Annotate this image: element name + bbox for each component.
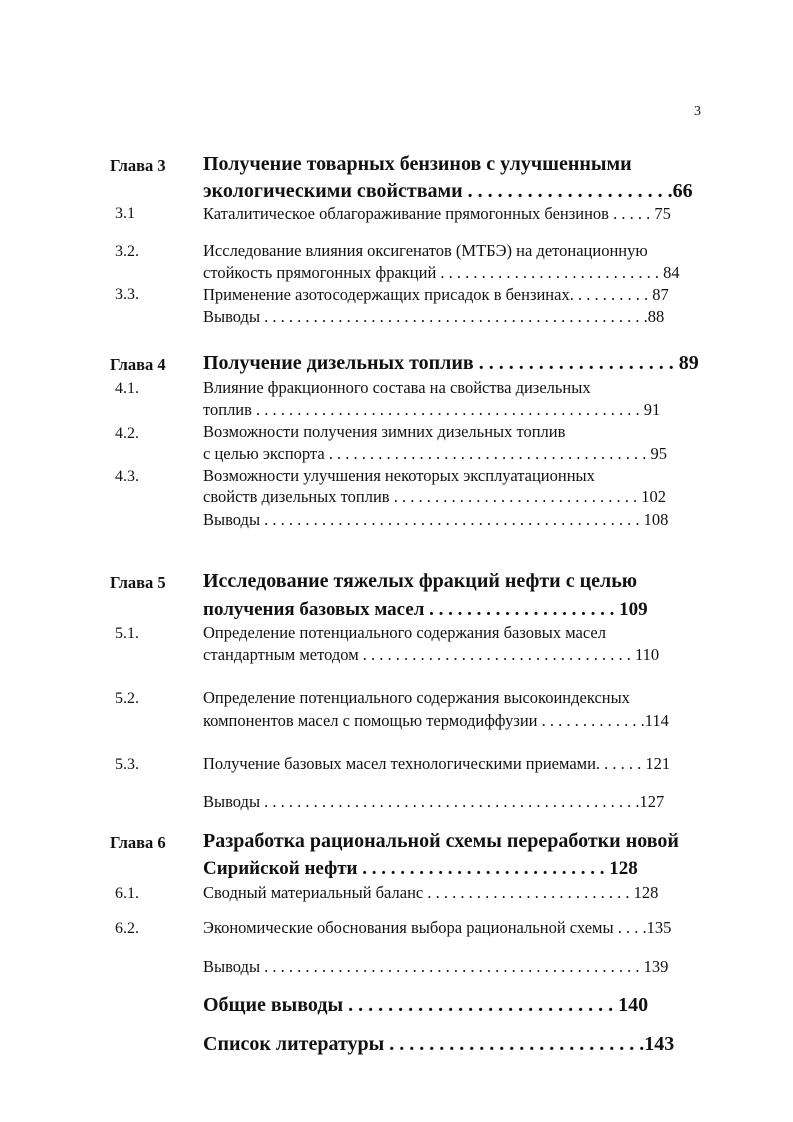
section-6-2-number: 6.2. bbox=[115, 920, 139, 937]
section-5-1-title-cont: стандартным методом . . . . . . . . . . . . . . . . . . . . . . . . . . . . . . . . . 110 bbox=[203, 645, 660, 664]
section-3-1-number: 3.1 bbox=[115, 205, 135, 222]
chapter-5-title-cont: получения базовых масел . . . . . . . . . . . . . . . . . . . . 109 bbox=[203, 599, 648, 620]
section-5-3-number: 5.3. bbox=[115, 756, 139, 773]
section-3-1-title: Каталитическое облагораживание прямогонных бензинов . . . . . 75 bbox=[203, 204, 671, 223]
section-4-2-title: Возможности получения зимних дизельных топлив bbox=[203, 422, 566, 441]
section-4-1-title: Влияние фракционного состава на свойства дизельных bbox=[203, 378, 591, 397]
section-4-3-number: 4.3. bbox=[115, 468, 139, 485]
chapter-6-conclusions: Выводы . . . . . . . . . . . . . . . . . . . . . . . . . . . . . . . . . . . . . . . . . . . . . . 139 bbox=[203, 957, 669, 976]
references: Список литературы . . . . . . . . . . . . . . . . . . . . . . . . . .143 bbox=[203, 1033, 675, 1055]
chapter-4-number: Глава 4 bbox=[110, 355, 166, 374]
section-4-2-title-cont: с целью экспорта . . . . . . . . . . . . . . . . . . . . . . . . . . . . . . . . . . . . . . . 95 bbox=[203, 444, 668, 463]
chapter-3-title-cont: экологическими свойствами . . . . . . . . . . . . . . . . . . . . .66 bbox=[203, 180, 693, 202]
page-number: 3 bbox=[694, 104, 701, 119]
section-3-3-title: Применение азотосодержащих присадок в бензинах. . . . . . . . . . 87 bbox=[203, 285, 669, 304]
section-5-2-title: Определение потенциального содержания высокоиндексных bbox=[203, 688, 630, 707]
section-5-1-number: 5.1. bbox=[115, 625, 139, 642]
section-6-1-title: Сводный материальный баланс . . . . . . . . . . . . . . . . . . . . . . . . . 128 bbox=[203, 883, 659, 902]
chapter-6-number: Глава 6 bbox=[110, 833, 166, 852]
chapter-4-title: Получение дизельных топлив . . . . . . . . . . . . . . . . . . . . 89 bbox=[203, 352, 699, 374]
chapter-5-conclusions: Выводы . . . . . . . . . . . . . . . . . . . . . . . . . . . . . . . . . . . . . . . . . . . . . .127 bbox=[203, 792, 665, 811]
section-4-2-number: 4.2. bbox=[115, 425, 139, 442]
chapter-5-number: Глава 5 bbox=[110, 573, 166, 592]
section-3-2-title: Исследование влияния оксигенатов (МТБЭ) на детонационную bbox=[203, 241, 648, 260]
general-conclusions: Общие выводы . . . . . . . . . . . . . . . . . . . . . . . . . . . 140 bbox=[203, 994, 649, 1016]
section-4-3-title: Возможности улучшения некоторых эксплуатационных bbox=[203, 466, 595, 485]
section-5-1-title: Определение потенциального содержания базовых масел bbox=[203, 623, 606, 642]
section-6-1-number: 6.1. bbox=[115, 885, 139, 902]
chapter-3-number: Глава 3 bbox=[110, 156, 166, 175]
section-5-3-title: Получение базовых масел технологическими приемами. . . . . . 121 bbox=[203, 754, 671, 773]
section-4-3-title-cont: свойств дизельных топлив . . . . . . . . . . . . . . . . . . . . . . . . . . . . . . 102 bbox=[203, 487, 666, 506]
chapter-6-title: Разработка рациональной схемы переработки новой bbox=[203, 830, 679, 852]
chapter-6-title-cont: Сирийской нефти . . . . . . . . . . . . . . . . . . . . . . . . . . 128 bbox=[203, 858, 638, 879]
chapter-3-title: Получение товарных бензинов с улучшенными bbox=[203, 153, 632, 175]
section-5-2-number: 5.2. bbox=[115, 690, 139, 707]
section-3-2-number: 3.2. bbox=[115, 243, 139, 260]
chapter-3-conclusions: Выводы . . . . . . . . . . . . . . . . . . . . . . . . . . . . . . . . . . . . . . . . . . . . . . .88 bbox=[203, 307, 665, 326]
section-3-2-title-cont: стойкость прямогонных фракций . . . . . . . . . . . . . . . . . . . . . . . . . . . 84 bbox=[203, 263, 680, 282]
chapter-5-title: Исследование тяжелых фракций нефти с целью bbox=[203, 570, 638, 592]
section-3-3-number: 3.3. bbox=[115, 286, 139, 303]
section-6-2-title: Экономические обоснования выбора рациональной схемы . . . .135 bbox=[203, 918, 672, 937]
chapter-4-conclusions: Выводы . . . . . . . . . . . . . . . . . . . . . . . . . . . . . . . . . . . . . . . . . . . . . . 108 bbox=[203, 510, 669, 529]
section-4-1-number: 4.1. bbox=[115, 380, 139, 397]
section-4-1-title-cont: топлив . . . . . . . . . . . . . . . . . . . . . . . . . . . . . . . . . . . . . . . . . . . . . . . 91 bbox=[203, 400, 661, 419]
section-5-2-title-cont: компонентов масел с помощью термодиффузии . . . . . . . . . . . . .114 bbox=[203, 711, 669, 730]
